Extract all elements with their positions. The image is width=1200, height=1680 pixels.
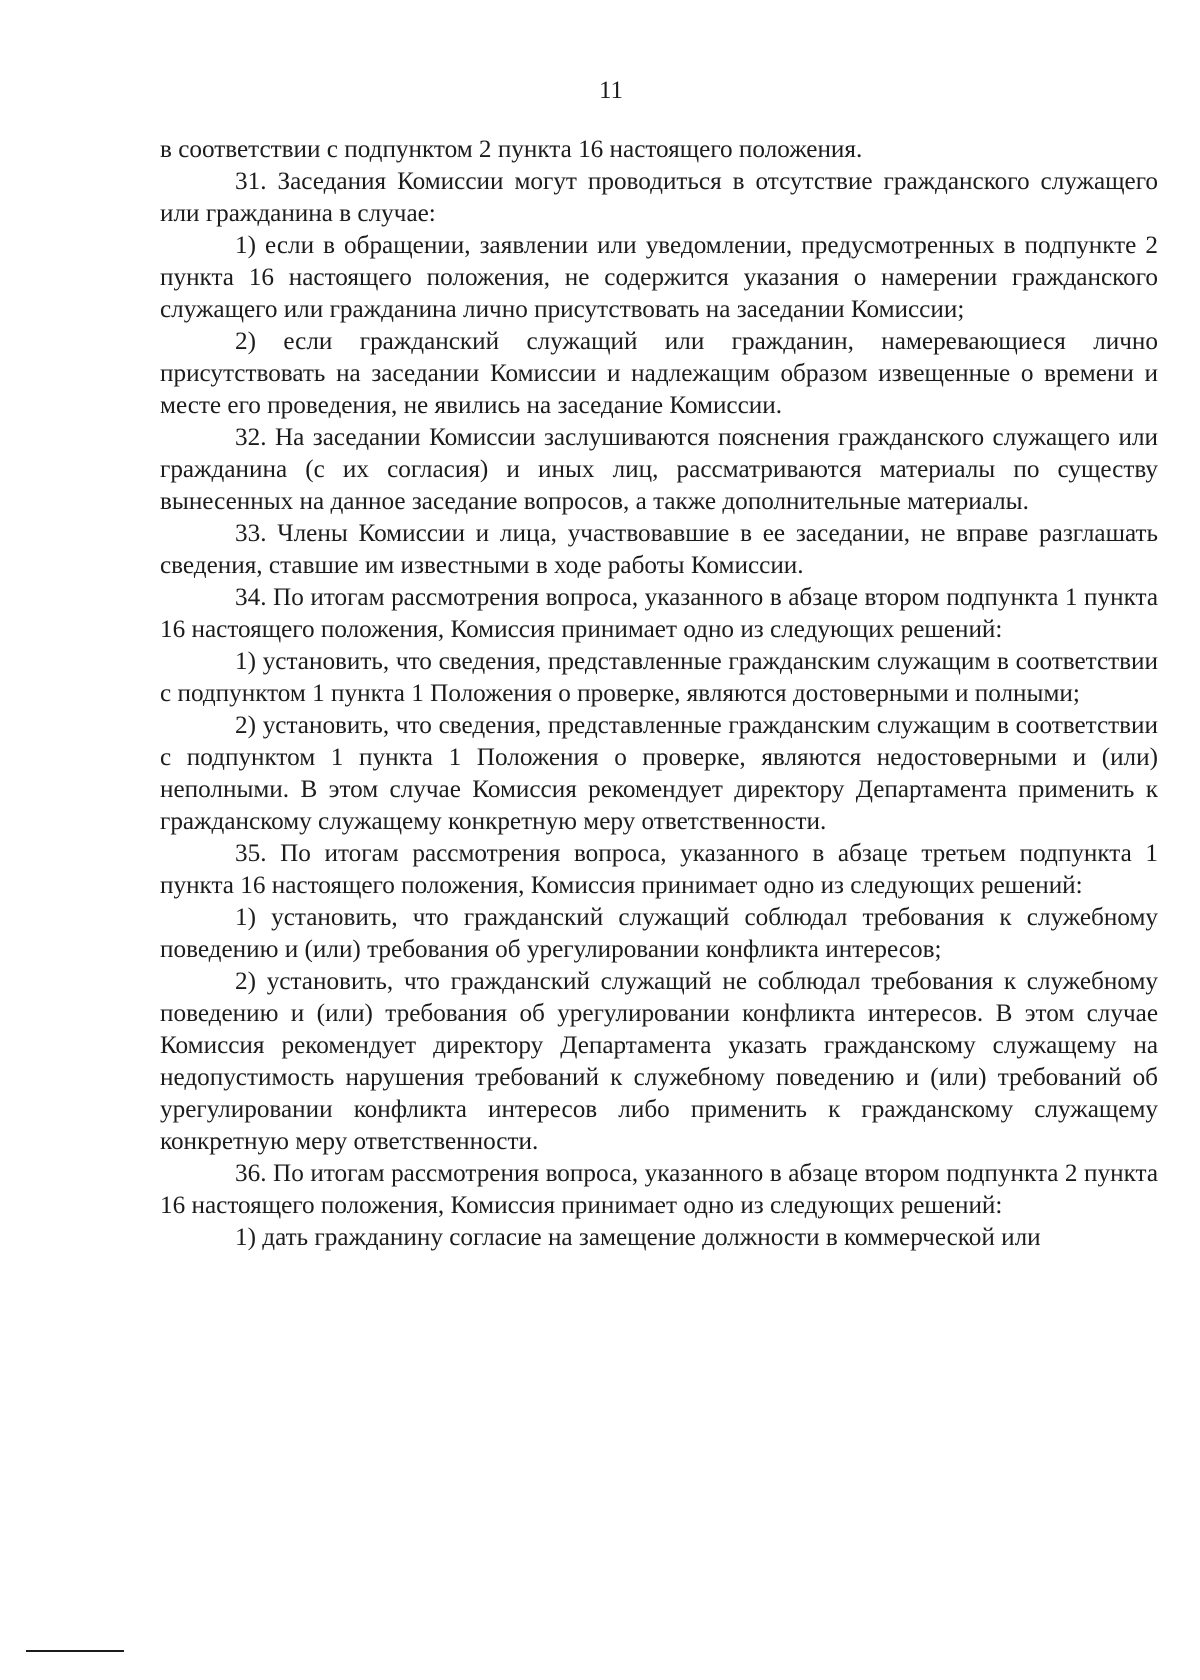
paragraph-continuation: в соответствии с подпунктом 2 пункта 16 настоящего положения. <box>160 136 863 163</box>
footnote-divider <box>26 1650 124 1652</box>
paragraph-35: 35. По итогам рассмотрения вопроса, указанного в абзаце третьем подпункта 1 пункта 16 настоящего положения, Комиссия принимает одно из следующих решений: <box>160 840 1158 899</box>
paragraph-31-item-2: 2) если гражданский служащий или гражданин, намеревающиеся лично присутствовать на заседании Комиссии и надлежащим образом извещенные о времени и месте его проведения, не явились на заседание Комиссии. <box>160 328 1158 419</box>
document-body <box>160 134 1158 1254</box>
paragraph-34: 34. По итогам рассмотрения вопроса, указанного в абзаце втором подпункта 1 пункта 16 настоящего положения, Комиссия принимает одно из следующих решений: <box>160 584 1158 643</box>
paragraph-35-item-1: 1) установить, что гражданский служащий соблюдал требования к служебному поведению и (или) требования об урегулировании конфликта интересов; <box>160 904 1158 963</box>
paragraph-36: 36. По итогам рассмотрения вопроса, указанного в абзаце втором подпункта 2 пункта 16 настоящего положения, Комиссия принимает одно из следующих решений: <box>160 1160 1158 1219</box>
page-number: 11 <box>598 77 624 104</box>
paragraph-31-item-1: 1) если в обращении, заявлении или уведомлении, предусмотренных в подпункте 2 пункта 16 настоящего положения, не содержится указания о намерении гражданского служащего или гражданина лично присутствовать на заседании Комиссии; <box>160 232 1158 323</box>
paragraph-34-item-2: 2) установить, что сведения, представленные гражданским служащим в соответствии с подпунктом 1 пункта 1 Положения о проверке, являются недостоверными и (или) неполными. В этом случае Комиссия рекомендует директору Департамента применить к гражданскому служащему конкретную меру ответственности. <box>160 712 1158 835</box>
paragraph-32: 32. На заседании Комиссии заслушиваются пояснения гражданского служащего или гражданина (с их согласия) и иных лиц, рассматриваются материалы по существу вынесенных на данное заседание вопросов, а также дополнительные материалы. <box>160 424 1158 515</box>
paragraph-33: 33. Члены Комиссии и лица, участвовавшие в ее заседании, не вправе разглашать сведения, ставшие им известными в ходе работы Комиссии. <box>160 520 1158 579</box>
paragraph-36-item-1: 1) дать гражданину согласие на замещение должности в коммерческой или <box>235 1224 1041 1251</box>
paragraph-31: 31. Заседания Комиссии могут проводиться в отсутствие гражданского служащего или гражданина в случае: <box>160 168 1158 227</box>
paragraph-35-item-2: 2) установить, что гражданский служащий не соблюдал требования к служебному поведению и (или) требования об урегулировании конфликта интересов. В этом случае Комиссия рекомендует директору Департамента указать гражданскому служащему на недопустимость нарушения требований к служебному поведению и (или) требований об урегулировании конфликта интересов либо применить к гражданскому служащему конкретную меру ответственности. <box>160 968 1158 1155</box>
paragraph-34-item-1: 1) установить, что сведения, представленные гражданским служащим в соответствии с подпунктом 1 пункта 1 Положения о проверке, являются достоверными и полными; <box>160 648 1158 707</box>
